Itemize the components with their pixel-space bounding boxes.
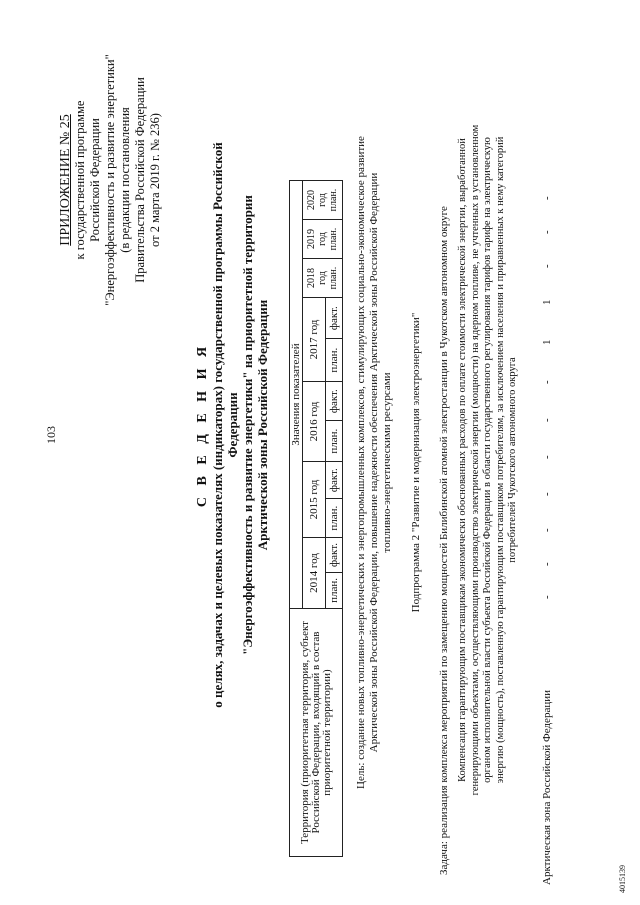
plan-cell: план.: [326, 572, 343, 608]
appendix-heading: ПРИЛОЖЕНИЕ № 25: [58, 114, 73, 246]
goal-line: топливно-энергетическими ресурсами: [381, 372, 393, 553]
plan-label: план.: [328, 227, 339, 251]
value-cell: -: [541, 230, 553, 234]
plan-label: план.: [328, 188, 339, 212]
plan-cell: план.: [326, 339, 343, 382]
year-header: 2014 год: [303, 538, 326, 609]
indicator-line: потребителей Чукотского автономного округа: [507, 357, 519, 563]
value-cell: -: [541, 595, 553, 599]
territory-header: Территория (приоритетная территория, субъект Российской Федерации, входящий в состав приоритетной территории): [290, 609, 343, 857]
values-header: Значения показателей: [290, 181, 303, 609]
value-cell: -: [541, 196, 553, 200]
fact-cell: факт.: [326, 538, 343, 573]
goal-line: Цель: создание новых топливно-энергетических и энергопромышленных комплексов, стимулирующих социально-экономическое развитие: [355, 136, 367, 789]
task-text: Задача: реализация комплекса мероприятий по замещению мощностей Билибинской атомной электростанции в Чукотском автономном округе: [438, 206, 450, 875]
year-header: [303, 259, 343, 298]
title-spaced: С В Е Д Е Н И Я: [195, 342, 210, 508]
indicator-line: органом исполнительной власти субъекта Российской Федерации в области государственного регулирования тарифов тарифе на электрическую: [482, 137, 494, 783]
appendix-line: (в редакции постановления: [118, 107, 132, 253]
value-cell: -: [541, 492, 553, 496]
year-label: 2018 год: [306, 268, 328, 288]
indicator-block: [457, 45, 520, 875]
row-label: Арктическая зона Российской Федерации: [541, 690, 553, 885]
goal-line: Арктической зоны Российской Федерации, повышение надежности обеспечения Арктической зоны Российской Федерации: [368, 172, 380, 753]
fact-cell: факт.: [326, 462, 343, 499]
page-number: 103: [44, 426, 58, 444]
title-line: о целях, задачах и целевых показателях (индикаторах) государственной программы Российской Федерации: [210, 142, 240, 708]
appendix-line: от 2 марта 2019 г. № 236): [148, 113, 162, 247]
value-cell: 1: [541, 299, 553, 305]
subprogram-title: Подпрограмма 2 "Развитие и модернизация электроэнергетики": [410, 312, 422, 613]
plan-cell: план.: [326, 499, 343, 538]
document-id: 4015139: [618, 865, 627, 893]
year-header: 2016 год: [303, 382, 326, 462]
value-cell: -: [541, 380, 553, 384]
goal-block: [355, 60, 394, 865]
plan-cell: план.: [326, 421, 343, 462]
document-title: [195, 125, 270, 725]
value-cell: -: [541, 418, 553, 422]
year-label: 2019 год: [306, 229, 328, 249]
fact-cell: факт.: [326, 298, 343, 339]
year-header: [303, 181, 343, 220]
year-label: 2020 год: [306, 190, 328, 210]
appendix-block: [58, 30, 163, 330]
value-cell: -: [541, 528, 553, 532]
appendix-line: Российской Федерации: [88, 118, 102, 242]
indicator-line: генерирующими объектами, осуществляющими производство электрической энергии (мощности) на ядерном топливе, не учтенных в установленном: [469, 124, 481, 796]
appendix-line: Правительства Российской Федерации: [133, 77, 147, 283]
title-line: "Энергоэффективность и развитие энергетики" на приоритетной территории: [240, 195, 255, 655]
year-header: [303, 220, 343, 259]
title-line: Арктической зоны Российской Федерации: [255, 299, 270, 551]
value-cell: 1: [541, 339, 553, 345]
value-cell: -: [541, 264, 553, 268]
fact-cell: факт.: [326, 382, 343, 421]
year-header: 2015 год: [303, 462, 326, 538]
appendix-line: к государственной программе: [73, 100, 87, 260]
indicator-line: Компенсация гарантирующим поставщикам экономически обоснованных расходов по оплате стоимости электрической энергии, выработанной: [457, 138, 468, 782]
value-cell: -: [541, 455, 553, 459]
indicators-table-header: [289, 180, 343, 857]
appendix-line: "Энергоэффективность и развитие энергетики": [103, 54, 117, 306]
indicator-line: энергию (мощность), поставленную гарантирующим поставщиком потребителям, за исключением населения и приравненных к нему категорий: [494, 136, 506, 784]
plan-label: план.: [328, 266, 339, 290]
year-header: 2017 год: [303, 298, 326, 382]
value-cell: -: [541, 562, 553, 566]
